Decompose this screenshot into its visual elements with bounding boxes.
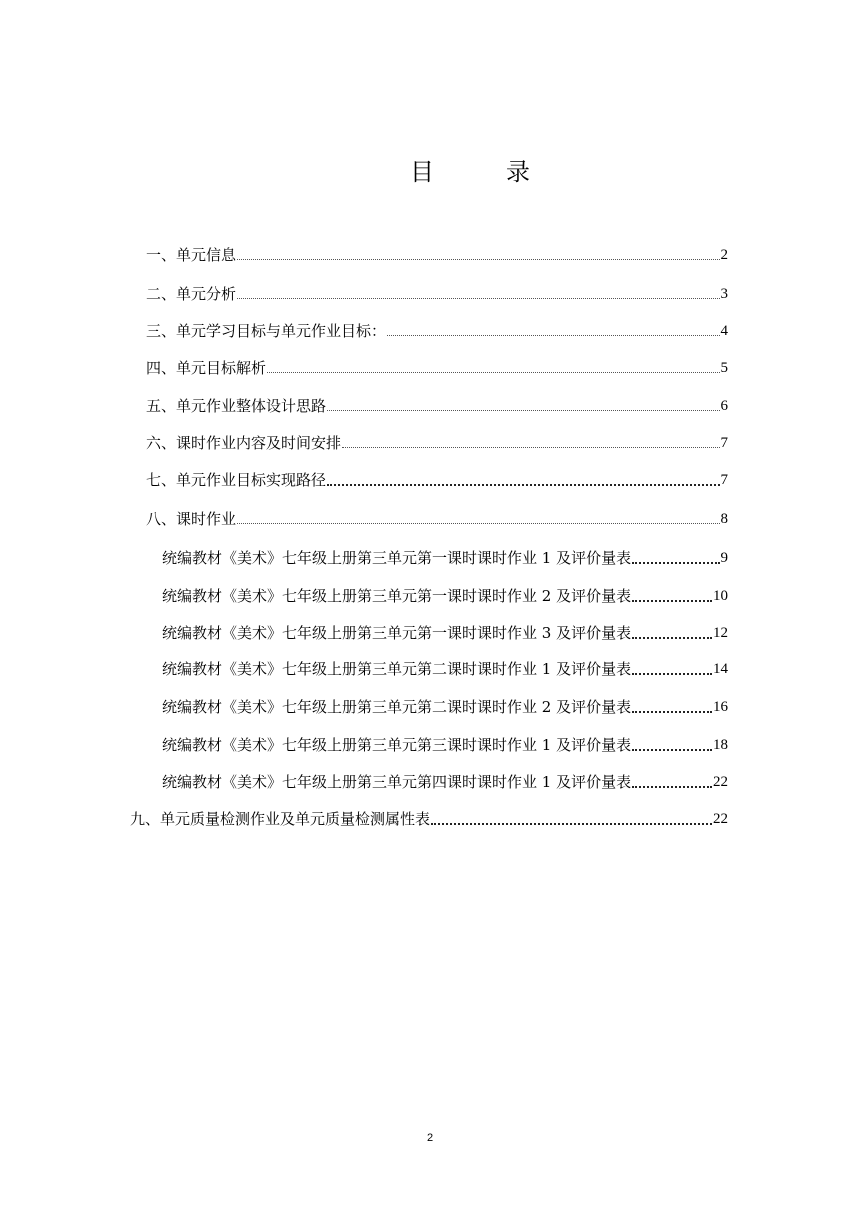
toc-entry[interactable] [146, 393, 728, 415]
dot-leader [431, 822, 712, 825]
toc-subentry[interactable] [162, 583, 728, 605]
dot-leader [327, 483, 719, 486]
dot-leader [632, 561, 719, 564]
toc-entry-page: 6 [720, 398, 728, 414]
toc-subentry[interactable] [162, 732, 728, 754]
toc-entry-label: 统编教材《美术》七年级上册第三单元第一课时课时作业 2 及评价量表 [162, 587, 632, 605]
dot-leader [237, 258, 719, 260]
toc-entry-label: 五、单元作业整体设计思路 [146, 397, 327, 415]
toc-entry-label: 统编教材《美术》七年级上册第三单元第一课时课时作业 1 及评价量表 [162, 549, 632, 567]
toc-entry-label: 二、单元分析 [146, 285, 237, 303]
toc-subentry[interactable] [162, 769, 728, 791]
toc-entry[interactable] [146, 355, 728, 377]
toc-subentry[interactable] [162, 620, 728, 642]
toc-entry-label: 九、单元质量检测作业及单元质量检测属性表 [130, 810, 431, 828]
dot-leader [632, 672, 712, 675]
dot-leader [342, 446, 719, 448]
dot-leader [632, 710, 712, 713]
toc-entry-page: 7 [720, 472, 728, 488]
dot-leader [327, 409, 719, 411]
toc-entry-page: 22 [713, 811, 728, 827]
toc-entry[interactable] [146, 430, 728, 452]
toc-entry-label: 统编教材《美术》七年级上册第三单元第二课时课时作业 1 及评价量表 [162, 660, 632, 678]
toc-subentry[interactable] [162, 656, 728, 678]
toc-entry-page: 16 [713, 699, 728, 715]
toc-entry-label: 八、课时作业 [146, 510, 237, 528]
toc-entry-page: 22 [713, 774, 728, 790]
toc-entry-label: 统编教材《美术》七年级上册第三单元第一课时课时作业 3 及评价量表 [162, 624, 632, 642]
page-number: 2 [426, 1132, 434, 1144]
toc-entry-page: 10 [713, 588, 728, 604]
dot-leader [632, 599, 712, 602]
toc-entry-label: 一、单元信息 [146, 246, 237, 264]
dot-leader [237, 297, 719, 299]
dot-leader [632, 748, 712, 751]
toc-entry-page: 7 [720, 435, 728, 451]
toc-entry-page: 18 [713, 737, 728, 753]
toc-entry-page: 2 [720, 247, 728, 263]
dot-leader [267, 371, 719, 373]
toc-entry[interactable] [146, 467, 728, 489]
toc-entry-page: 3 [720, 286, 728, 302]
toc-entry[interactable] [146, 318, 728, 340]
toc-entry[interactable] [130, 806, 728, 828]
dot-leader [632, 636, 712, 639]
toc-entry-label: 七、单元作业目标实现路径 [146, 471, 327, 489]
toc-entry-page: 14 [713, 661, 728, 677]
toc-subentry[interactable] [162, 545, 728, 567]
dot-leader [387, 334, 719, 336]
toc-entry-label: 统编教材《美术》七年级上册第三单元第四课时课时作业 1 及评价量表 [162, 773, 632, 791]
toc-entry-label: 三、单元学习目标与单元作业目标： [146, 322, 387, 340]
toc-subentry[interactable] [162, 694, 728, 716]
toc-entry[interactable] [146, 506, 728, 528]
toc-entry-label: 统编教材《美术》七年级上册第三单元第三课时课时作业 1 及评价量表 [162, 736, 632, 754]
toc-entry[interactable] [146, 242, 728, 264]
toc-entry[interactable] [146, 281, 728, 303]
toc-entry-label: 统编教材《美术》七年级上册第三单元第二课时课时作业 2 及评价量表 [162, 698, 632, 716]
dot-leader [237, 522, 719, 524]
dot-leader [632, 785, 712, 788]
toc-entry-page: 8 [720, 511, 728, 527]
toc-entry-page: 12 [713, 625, 728, 641]
toc-entry-page: 4 [720, 323, 728, 339]
toc-entry-label: 六、课时作业内容及时间安排 [146, 434, 342, 452]
page-title: 目 录 [410, 158, 554, 186]
toc-entry-page: 9 [720, 550, 728, 566]
toc-entry-label: 四、单元目标解析 [146, 359, 267, 377]
toc-entry-page: 5 [720, 360, 728, 376]
